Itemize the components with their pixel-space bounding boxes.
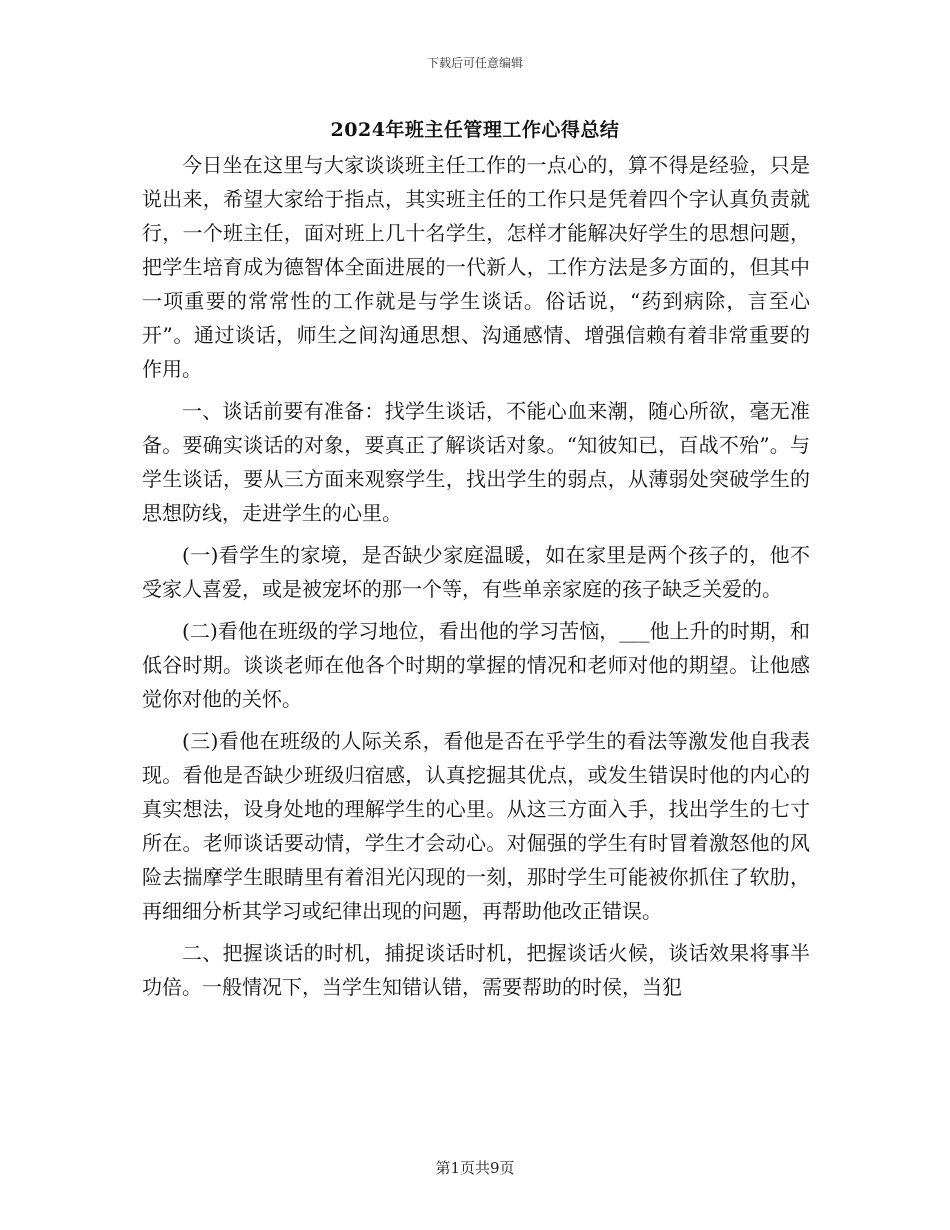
paragraph-intro: 今日坐在这里与大家谈谈班主任工作的一点心的，算不得是经验，只是说出来，希望大家给于指点，其实班主任的工作只是凭着四个字认真负责就行，一个班主任，面对班上几十名学生，怎样才能解决好学生的思想问题，把学生培育成为德智体全面进展的一代新人，工作方法是多方面的，但其中一项重要的常常性的工作就是与学生谈话。俗话说，“药到病除，言至心开”。通过谈话，师生之间沟通思想、沟通感情、增强信赖有着非常重要的作用。: [142, 153, 810, 381]
paragraph-section-1: 一、谈话前要有准备：找学生谈话，不能心血来潮，随心所欲，毫无准备。要确实谈话的对象，要真正了解谈话对象。“知彼知已，百战不殆”。与学生谈话，要从三方面来观察学生，找出学生的弱点，从薄弱处突破学生的思想防线，走进学生的心里。: [142, 399, 810, 525]
paragraph-point-2: (二)看他在班级的学习地位，看出他的学习苦恼，___他上升的时期，和低谷时期。谈谈老师在他各个时期的掌握的情况和老师对他的期望。让他感觉你对他的关怀。: [142, 619, 810, 711]
header-note: 下载后可任意编辑: [426, 56, 523, 70]
paragraph-point-3: (三)看他在班级的人际关系，看他是否在乎学生的看法等激发他自我表现。看他是否缺少班级归宿感，认真挖掘其优点，或发生错误时他的内心的真实想法，设身处地的理解学生的心里。从这三方面入手，找出学生的七寸所在。老师谈话要动情，学生才会动心。对倔强的学生有时冒着激怒他的风险去揣摩学生眼睛里有着泪光闪现的一刻，那时学生可能被你抓住了软肋，再细细分析其学习或纪律出现的问题，再帮助他改正错误。: [142, 729, 810, 923]
page-number: 第1页共9页: [435, 1159, 515, 1177]
paragraph-section-2: 二、把握谈话的时机，捕捉谈话时机，把握谈话火候，谈话效果将事半功倍。一般情况下，当学生知错认错，需要帮助的时侯，当犯: [142, 941, 810, 999]
document-title: 2024年班主任管理工作心得总结: [330, 119, 620, 141]
document-body: [142, 148, 810, 1004]
paragraph-point-1: (一)看学生的家境，是否缺少家庭温暖，如在家里是两个孩子的，他不受家人喜爱，或是被宠坏的那一个等，有些单亲家庭的孩子缺乏关爱的。: [142, 543, 810, 601]
